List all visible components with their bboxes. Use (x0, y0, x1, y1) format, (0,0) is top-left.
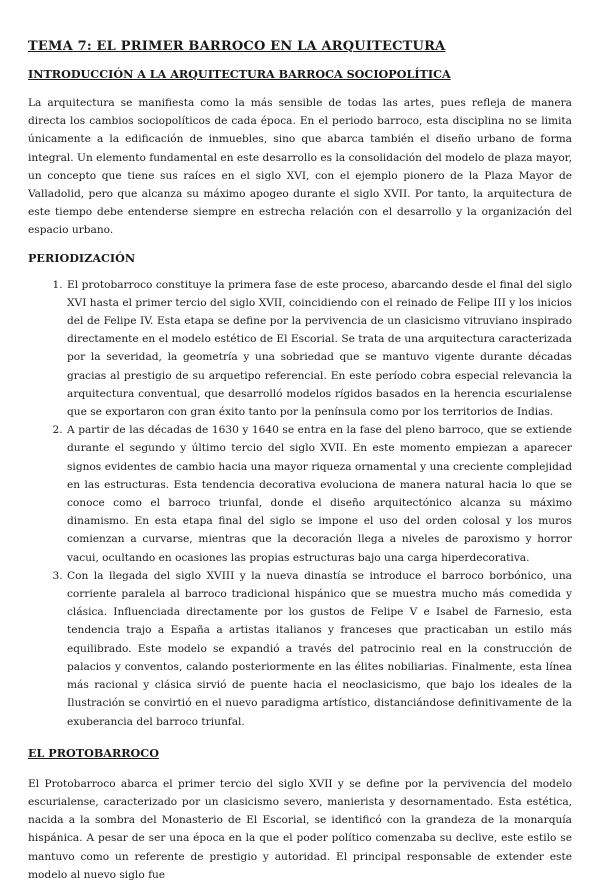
section-heading-introduction: INTRODUCCIÓN A LA ARQUITECTURA BARROCA SOCIOPOLÍTICA (28, 67, 451, 81)
section-heading-protobarroco: EL PROTOBARROCO (28, 745, 159, 760)
periodization-list (28, 276, 572, 731)
section-heading-periodization: PERIODIZACIÓN (28, 250, 136, 265)
introduction-paragraph: La arquitectura se manifiesta como la más sensible de todas las artes, pues refleja de manera directa los cambios sociopolíticos de cada época. En el periodo barroco, esta disciplina no se limita únicamente a la edificación de inmuebles, sino que abarca también el diseño urbano de forma integral. Un elemento fundamental en este desarrollo es la consolidación del modelo de plaza mayor, un concepto que tiene sus raíces en el siglo XVI, con el ejemplo pionero de la Plaza Mayor de Valladolid, pero que alcanza su máximo apogeo durante el siglo XVII. Por tanto, la arquitectura de este tiempo debe entenderse siempre en estrecha relación con el desarrollo y la organización del espacio urbano. (28, 97, 572, 237)
page-title: TEMA 7: EL PRIMER BARROCO EN LA ARQUITECTURA (28, 39, 446, 54)
periodization-item-protobarroco: 1. El protobarroco constituye la primera fase de este proceso, abarcando desde el final del siglo XVI hasta el primer tercio del siglo XVII, coincidiendo con el reinado de Felipe III y los inicios del de Felipe IV. Esta etapa se define por la pervivencia de un clasicismo vitruviano inspirado directamente en el modelo estético de El Escorial. Se trata de una arquitectura caracterizada por la severidad, la geometría y una sobriedad que se mantuvo vigente durante décadas gracias al prestigio de su arquetipo referencial. En este período cobra especial relevancia la arquitectura conventual, que desarrolló modelos rígidos basados en la herencia escurialense que se exportaron con gran éxito tanto por la península como por los territorios de Indias. (66, 276, 572, 422)
periodization-item-barroco-borbonico: 3. Con la llegada del siglo XVIII y la nueva dinastía se introduce el barroco borbónico, una corriente paralela al barroco tradicional hispánico que se muestra mucho más comedida y clásica. Influenciada directamente por los gustos de Felipe V e Isabel de Farnesio, esta tendencia trajo a España a artistas italianos y franceses que practicaban un estilo más equilibrado. Este modelo se expandió a través del patrocinio real en la construcción de palacios y conventos, calando posteriormente en las élites nobiliarias. Finalmente, esta línea más racional y clásica sirvió de puente hacia el neoclasicismo, que bajo los ideales de la Ilustración se convirtió en el nuevo paradigma artístico, distanciándose definitivamente de la exuberancia del barroco triunfal. (66, 567, 572, 731)
protobarroco-paragraph: El Protobarroco abarca el primer tercio del siglo XVII y se define por la pervivencia del modelo escurialense, caracterizado por un clasicismo severo, manierista y desornamentado. Esta estética, nacida a la sombra del Monasterio de El Escorial, se identificó con la grandeza de la monarquía hispánica. A pesar de ser una época en la que el poder político comenzaba su declive, este estilo se mantuvo como un referente de prestigio y autoridad. El principal responsable de extender este modelo al nuevo siglo fue (28, 777, 572, 881)
periodization-item-pleno-barroco: 2. A partir de las décadas de 1630 y 1640 se entra en la fase del pleno barroco, que se extiende durante el segundo y último tercio del siglo XVII. En este momento empiezan a aparecer signos evidentes de cambio hacia una mayor riqueza ornamental y una creciente complejidad en las estructuras. Esta tendencia decorativa evoluciona de manera natural hacia lo que se conoce como el barroco triunfal, donde el diseño arquitectónico alcanza su máximo dinamismo. En esta etapa final del siglo se impone el uso del orden colosal y los muros comienzan a curvarse, mientras que la decoración llega a niveles de paroxismo y horror vacui, ocultando en ocasiones las propias estructuras bajo una carga hiperdecorativa. (66, 421, 572, 567)
